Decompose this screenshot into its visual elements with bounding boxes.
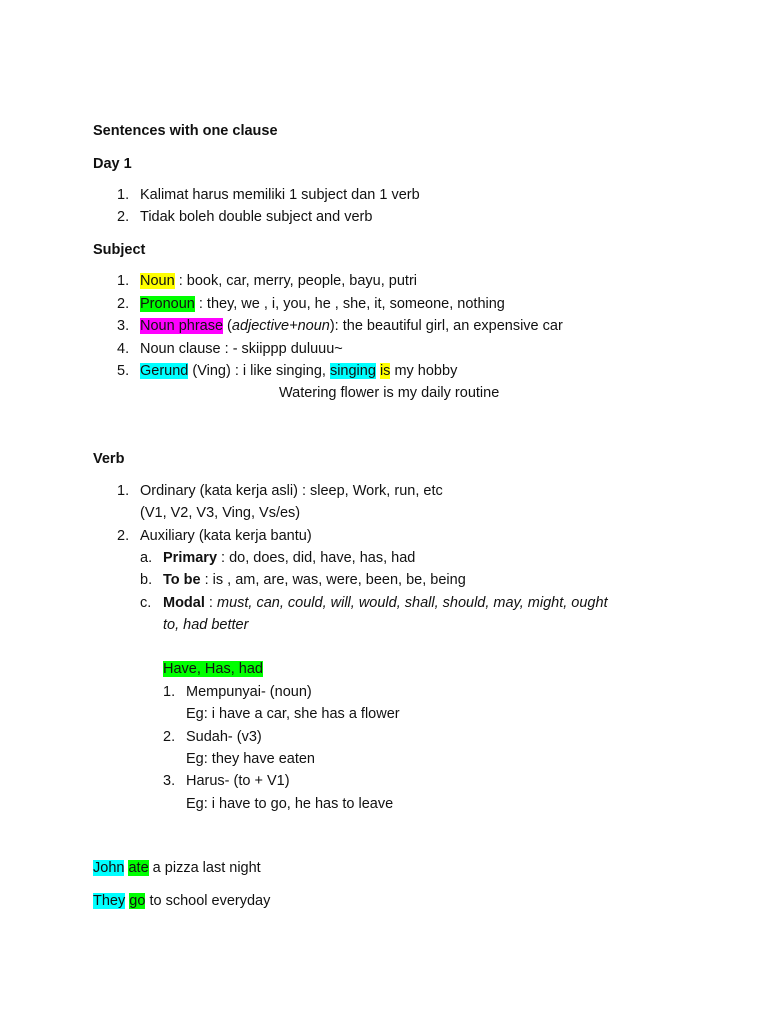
italic-text: adjective+noun bbox=[231, 318, 330, 334]
list-letter: b. bbox=[140, 572, 153, 588]
list-number: 3. bbox=[163, 773, 176, 789]
list-number: 3. bbox=[117, 318, 130, 334]
item-text: : is , am, are, was, were, been, be, being bbox=[200, 572, 466, 588]
item-text: Noun clause : - skiippp duluuu~ bbox=[140, 341, 343, 357]
item-text: my hobby bbox=[390, 363, 458, 379]
item-text: Harus- (to + V1) bbox=[186, 773, 290, 789]
highlighted-subject: They bbox=[93, 893, 126, 909]
sub-label: Modal bbox=[163, 595, 205, 611]
verb-heading: Verb bbox=[93, 451, 125, 467]
list-number: 1. bbox=[163, 684, 176, 700]
list-number: 2. bbox=[117, 209, 130, 225]
rule-text: Tidak boleh double subject and verb bbox=[140, 209, 373, 225]
have-example: Eg: i have a car, she has a flower bbox=[186, 706, 400, 722]
rule-item bbox=[117, 185, 420, 205]
modal-continuation: to, had better bbox=[163, 617, 249, 633]
list-number: 4. bbox=[117, 341, 130, 357]
day-heading: Day 1 bbox=[93, 156, 132, 172]
have-example: Eg: they have eaten bbox=[186, 751, 315, 767]
aux-sub-modal bbox=[140, 593, 608, 613]
highlighted-term: Noun phrase bbox=[140, 318, 224, 334]
gerund-continuation: Watering flower is my daily routine bbox=[279, 385, 500, 401]
item-text: a pizza last night bbox=[148, 860, 261, 876]
highlighted-verb: go bbox=[129, 893, 146, 909]
verb-item-ordinary bbox=[117, 481, 443, 501]
sub-label: To be bbox=[163, 572, 201, 588]
list-letter: c. bbox=[140, 595, 152, 611]
item-text: ): the beautiful girl, an expensive car bbox=[329, 318, 563, 334]
list-number: 2. bbox=[163, 729, 176, 745]
item-text: ( bbox=[223, 318, 232, 334]
list-number: 2. bbox=[117, 296, 130, 312]
highlighted-term: Pronoun bbox=[140, 296, 195, 312]
subject-item-pronoun bbox=[117, 294, 505, 314]
subject-item-noun-phrase bbox=[117, 316, 563, 336]
list-number: 1. bbox=[117, 273, 130, 289]
item-text: : do, does, did, have, has, had bbox=[217, 550, 416, 566]
subject-item-noun bbox=[117, 271, 417, 291]
aux-sub-to-be bbox=[140, 570, 466, 590]
aux-sub-primary bbox=[140, 548, 415, 568]
highlighted-term: Have, Has, had bbox=[163, 661, 263, 677]
list-number: 1. bbox=[117, 483, 130, 499]
item-text: : book, car, merry, people, bayu, putri bbox=[174, 273, 417, 289]
verb-item-auxiliary bbox=[117, 526, 312, 546]
highlighted-verb: ate bbox=[128, 860, 149, 876]
italic-text: must, can, could, will, would, shall, should, may, might, ought bbox=[216, 595, 608, 611]
highlighted-term: Gerund bbox=[140, 363, 189, 379]
example-sentence bbox=[93, 858, 261, 878]
item-text: Mempunyai- (noun) bbox=[186, 684, 312, 700]
verb-ordinary-forms: (V1, V2, V3, Ving, Vs/es) bbox=[140, 505, 301, 521]
highlighted-subject: John bbox=[93, 860, 125, 876]
have-example: Eg: i have to go, he has to leave bbox=[186, 796, 394, 812]
item-text: to school everyday bbox=[145, 893, 271, 909]
subject-item-noun-clause bbox=[117, 339, 343, 359]
item-text: : bbox=[204, 595, 217, 611]
document-title: Sentences with one clause bbox=[93, 123, 278, 139]
list-number: 2. bbox=[117, 528, 130, 544]
have-item bbox=[163, 727, 262, 747]
example-sentence bbox=[93, 891, 270, 911]
item-text: : they, we , i, you, he , she, it, someone, nothing bbox=[194, 296, 505, 312]
rule-item bbox=[117, 207, 372, 227]
list-letter: a. bbox=[140, 550, 153, 566]
item-text: Auxiliary (kata kerja bantu) bbox=[140, 528, 312, 544]
have-item bbox=[163, 682, 312, 702]
subject-item-gerund bbox=[117, 361, 457, 381]
highlighted-subject: singing bbox=[329, 363, 376, 379]
item-text: Sudah- (v3) bbox=[186, 729, 262, 745]
subject-heading: Subject bbox=[93, 242, 146, 258]
item-text: Ordinary (kata kerja asli) : sleep, Work, run, etc bbox=[140, 483, 443, 499]
item-text: (Ving) : i like singing, bbox=[188, 363, 330, 379]
rule-text: Kalimat harus memiliki 1 subject dan 1 verb bbox=[140, 187, 420, 203]
have-section-heading bbox=[163, 659, 263, 679]
highlighted-term: Noun bbox=[140, 273, 175, 289]
sub-label: Primary bbox=[163, 550, 218, 566]
highlighted-verb: is bbox=[379, 363, 391, 379]
have-item bbox=[163, 771, 290, 791]
list-number: 1. bbox=[117, 187, 130, 203]
list-number: 5. bbox=[117, 363, 130, 379]
